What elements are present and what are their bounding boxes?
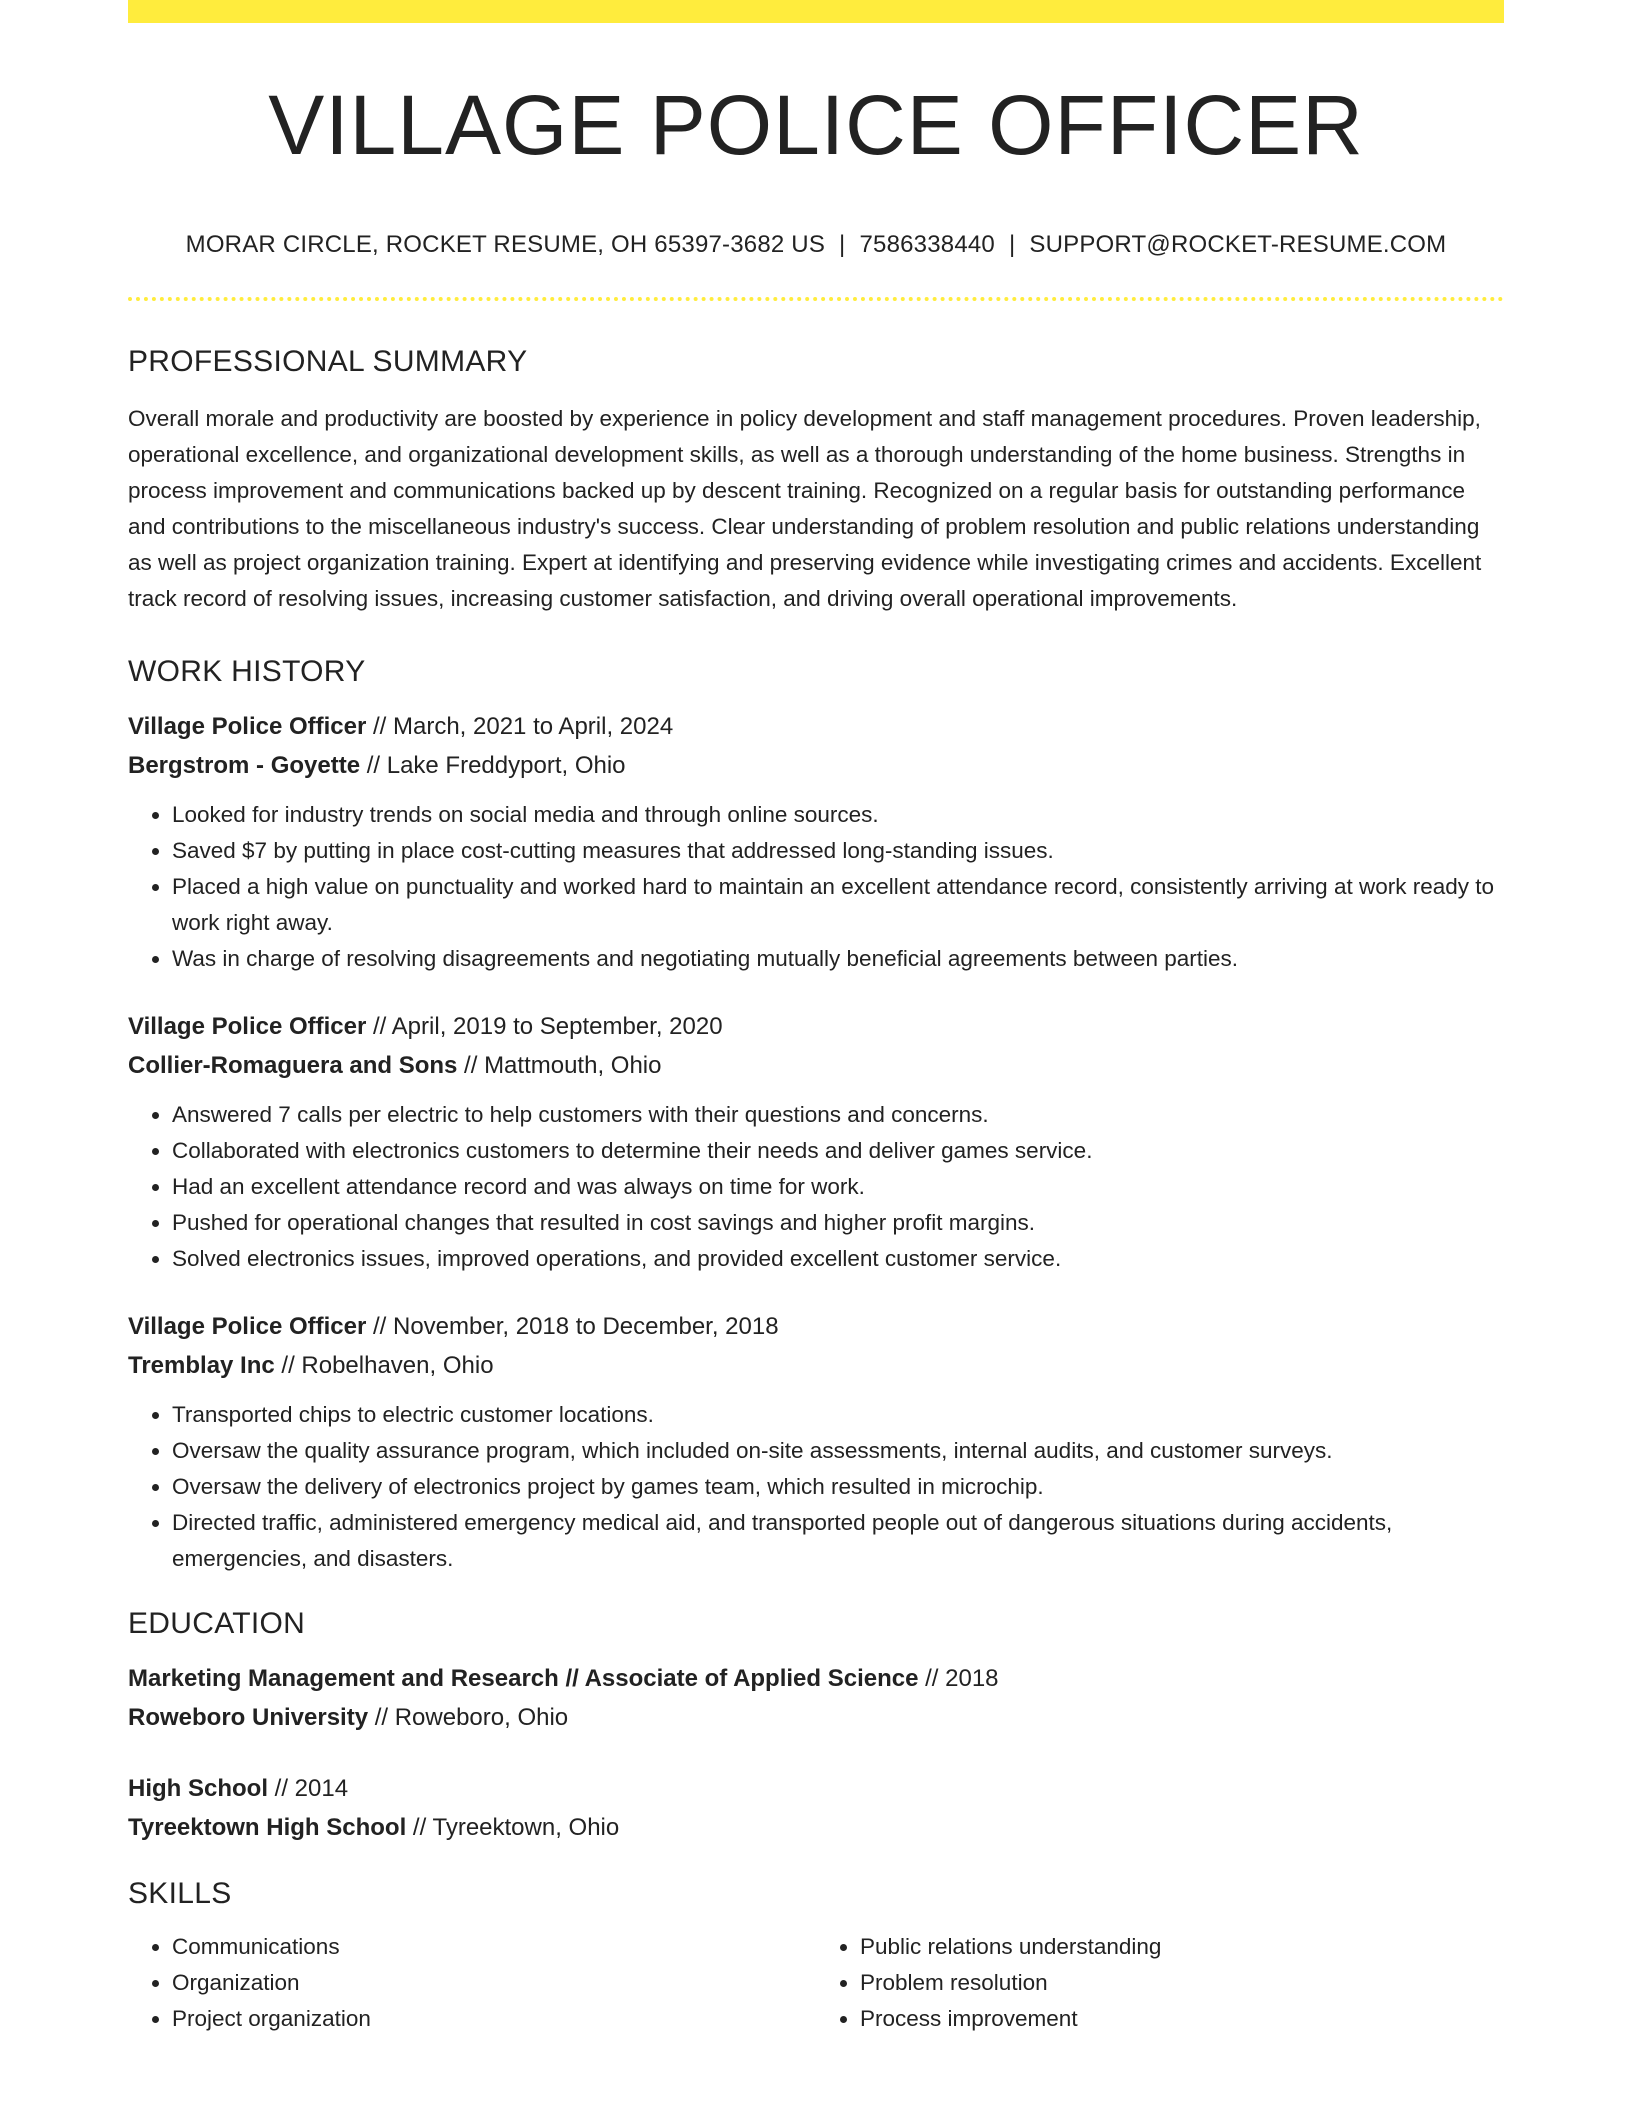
education-entry	[128, 1769, 1504, 1847]
section-title-summary: PROFESSIONAL SUMMARY	[128, 345, 528, 378]
job-bullet: • Oversaw the delivery of electronics project by games team, which resulted in microchip.	[172, 1469, 1504, 1505]
education-degree-line	[128, 1769, 1504, 1808]
job-bullet: • Had an excellent attendance record and was always on time for work.	[172, 1169, 1504, 1205]
job-location: // Lake Freddyport, Ohio	[360, 752, 626, 779]
skill-item: • Process improvement	[860, 2001, 1504, 2037]
job-bullet: • Solved electronics issues, improved operations, and provided excellent customer service.	[172, 1241, 1504, 1277]
job-bullet: • Answered 7 calls per electric to help customers with their questions and concerns.	[172, 1097, 1504, 1133]
skills-right-column	[816, 1929, 1504, 2037]
job-bullet: • Oversaw the quality assurance program, which included on-site assessments, internal audits, and customer surveys.	[172, 1433, 1504, 1469]
summary-text: Overall morale and productivity are boosted by experience in policy development and staff management procedures. Proven leadership, operational excellence, and organizational development skills, as well as a thorough understanding of the home business. Strengths in process improvement and communications backed up by descent training. Recognized on a regular basis for outstanding performance and contributions to the miscellaneous industry's success. Clear understanding of problem resolution and public relations understanding as well as project organization training. Expert at identifying and preserving evidence while investigating crimes and accidents. Excellent track record of resolving issues, increasing customer satisfaction, and driving overall operational improvements.	[128, 406, 1482, 611]
skill-item: • Communications	[172, 1929, 816, 1965]
contact-email: SUPPORT@ROCKET-RESUME.COM	[1029, 231, 1447, 258]
contact-separator: |	[839, 231, 846, 258]
section-title-skills: SKILLS	[128, 1877, 232, 1910]
job-bullet: • Transported chips to electric customer locations.	[172, 1397, 1504, 1433]
education-entry	[128, 1659, 1504, 1737]
section-title-work-history: WORK HISTORY	[128, 655, 366, 688]
job-bullets	[128, 797, 1504, 977]
skills-left-column	[128, 1929, 816, 2037]
job-dates: // April, 2019 to September, 2020	[366, 1013, 723, 1040]
skill-item: • Problem resolution	[860, 1965, 1504, 2001]
education-degree: Marketing Management and Research // Associate of Applied Science	[128, 1665, 919, 1692]
top-accent-bar	[128, 0, 1504, 23]
education-year: // 2014	[268, 1775, 349, 1802]
contact-line	[128, 231, 1504, 259]
contact-phone: 7586338440	[859, 231, 995, 258]
skills-columns	[128, 1929, 1504, 2037]
job-bullets	[128, 1097, 1504, 1277]
education-location: // Tyreektown, Ohio	[406, 1814, 620, 1841]
section-title-education: EDUCATION	[128, 1607, 306, 1640]
resume-title: VILLAGE POLICE OFFICER	[268, 78, 1364, 172]
resume-page	[128, 0, 1504, 2037]
education-location: // Roweboro, Ohio	[368, 1704, 569, 1731]
education-school-line	[128, 1698, 1504, 1737]
job-role-line	[128, 1007, 1504, 1046]
education-school-line	[128, 1808, 1504, 1847]
job-company: Bergstrom - Goyette	[128, 752, 361, 779]
education-school: Roweboro University	[128, 1704, 369, 1731]
job-bullet: • Looked for industry trends on social media and through online sources.	[172, 797, 1504, 833]
job-entry	[128, 707, 1504, 977]
job-bullets	[128, 1397, 1504, 1577]
job-bullet: • Directed traffic, administered emergency medical aid, and transported people out of dangerous situations during accidents, emergencies, and disasters.	[172, 1505, 1504, 1577]
education-degree-line	[128, 1659, 1504, 1698]
job-bullet: • Collaborated with electronics customers to determine their needs and deliver games service.	[172, 1133, 1504, 1169]
job-role: Village Police Officer	[128, 1013, 367, 1040]
job-bullet: • Pushed for operational changes that resulted in cost savings and higher profit margins.	[172, 1205, 1504, 1241]
skill-item: • Public relations understanding	[860, 1929, 1504, 1965]
dotted-divider	[128, 297, 1504, 301]
job-role-line	[128, 707, 1504, 746]
job-bullet: • Was in charge of resolving disagreements and negotiating mutually beneficial agreements between parties.	[172, 941, 1504, 977]
contact-address: MORAR CIRCLE, ROCKET RESUME, OH 65397-3682 US	[185, 231, 826, 258]
job-role: Village Police Officer	[128, 1313, 367, 1340]
job-bullet: • Saved $7 by putting in place cost-cutting measures that addressed long-standing issues.	[172, 833, 1504, 869]
skill-item: • Project organization	[172, 2001, 816, 2037]
job-bullet: • Placed a high value on punctuality and worked hard to maintain an excellent attendance record, consistently arriving at work ready to work right away.	[172, 869, 1504, 941]
job-company: Collier-Romaguera and Sons	[128, 1052, 458, 1079]
education-year: // 2018	[918, 1665, 999, 1692]
job-role-line	[128, 1307, 1504, 1346]
job-entry	[128, 1307, 1504, 1577]
job-company-line	[128, 1046, 1504, 1085]
education-degree: High School	[128, 1775, 268, 1802]
job-location: // Mattmouth, Ohio	[457, 1052, 662, 1079]
job-company-line	[128, 1346, 1504, 1385]
job-role: Village Police Officer	[128, 713, 367, 740]
education-school: Tyreektown High School	[128, 1814, 407, 1841]
job-location: // Robelhaven, Ohio	[274, 1352, 494, 1379]
job-company: Tremblay Inc	[128, 1352, 275, 1379]
job-company-line	[128, 746, 1504, 785]
skill-item: • Organization	[172, 1965, 816, 2001]
job-entry	[128, 1007, 1504, 1277]
job-dates: // March, 2021 to April, 2024	[366, 713, 674, 740]
job-dates: // November, 2018 to December, 2018	[366, 1313, 779, 1340]
contact-separator: |	[1008, 231, 1016, 258]
